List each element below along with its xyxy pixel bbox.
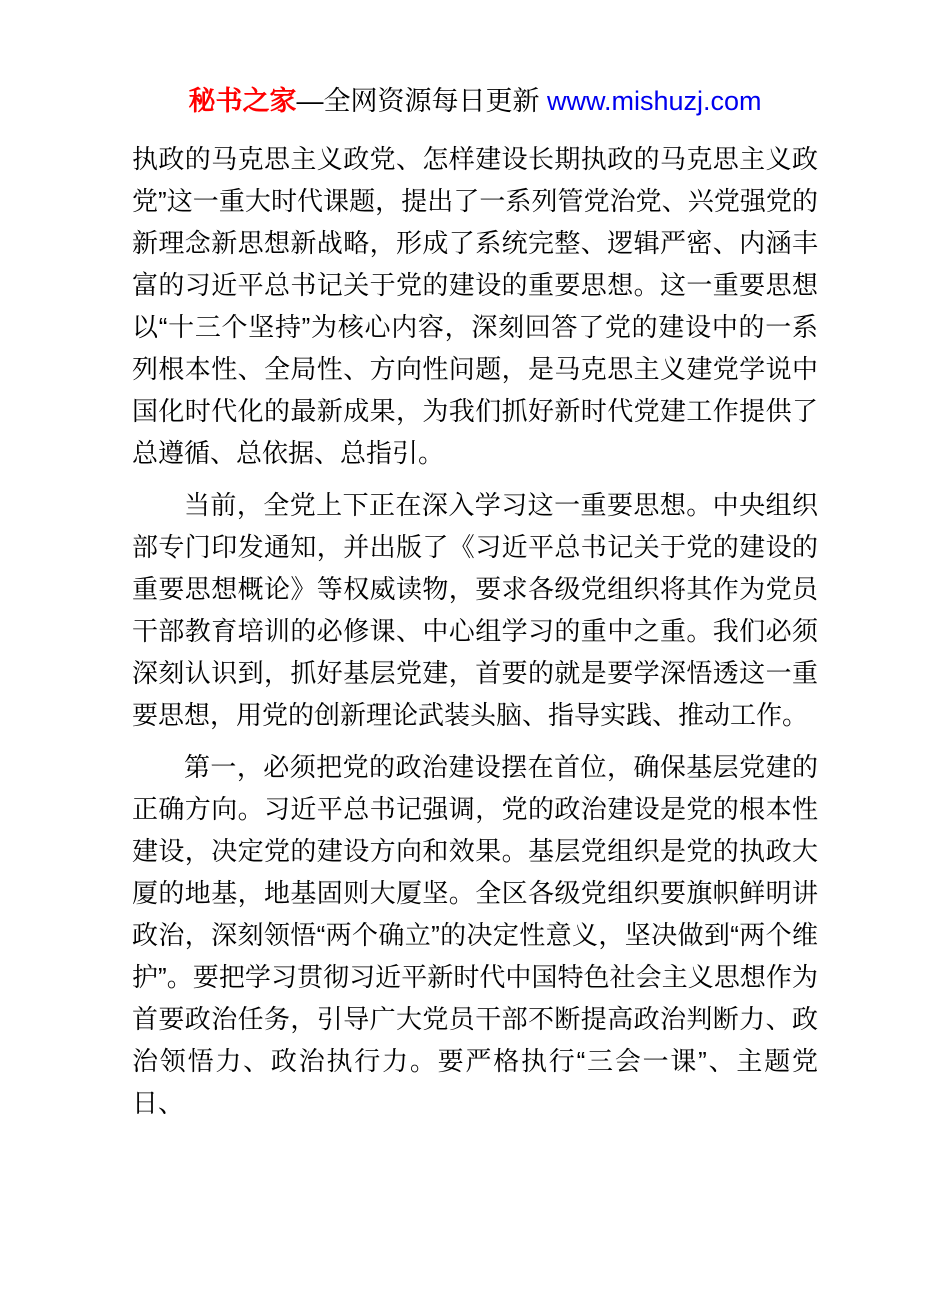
paragraph-3: 第一，必须把党的政治建设摆在首位，确保基层党建的正确方向。习近平总书记强调，党的政治建设是党的根本性建设，决定党的建设方向和效果。基层党组织是党的执政大厦的地基，地基固则大厦坚。全区各级党组织要旗帜鲜明讲政治，深刻领悟“两个确立”的决定性意义，坚决做到“两个维护”。要把学习贯彻习近平新时代中国特色社会主义思想作为首要政治任务，引导广大党员干部不断提高政治判断力、政治领悟力、政治执行力。要严格执行“三会一课”、主题党日、 [132,752,818,1118]
site-url-link[interactable]: www.mishuzj.com [546,86,762,116]
site-tagline: —全网资源每日更新 [296,86,547,116]
site-name: 秘书之家 [188,86,297,116]
site-header [132,84,818,118]
document-body [132,138,818,1124]
document-page [0,84,950,1314]
paragraph-1: 执政的马克思主义政党、怎样建设长期执政的马克思主义政党”这一重大时代课题，提出了一系列管党治党、兴党强党的新理念新思想新战略，形成了系统完整、逻辑严密、内涵丰富的习近平总书记关于党的建设的重要思想。这一重要思想以“十三个坚持”为核心内容，深刻回答了党的建设中的一系列根本性、全局性、方向性问题，是马克思主义建党学说中国化时代化的最新成果，为我们抓好新时代党建工作提供了总遵循、总依据、总指引。 [132,144,818,468]
paragraph-2: 当前，全党上下正在深入学习这一重要思想。中央组织部专门印发通知，并出版了《习近平总书记关于党的建设的重要思想概论》等权威读物，要求各级党组织将其作为党员干部教育培训的必修课、中心组学习的重中之重。我们必须深刻认识到，抓好基层党建，首要的就是要学深悟透这一重要思想，用党的创新理论武装头脑、指导实践、推动工作。 [132,490,818,730]
